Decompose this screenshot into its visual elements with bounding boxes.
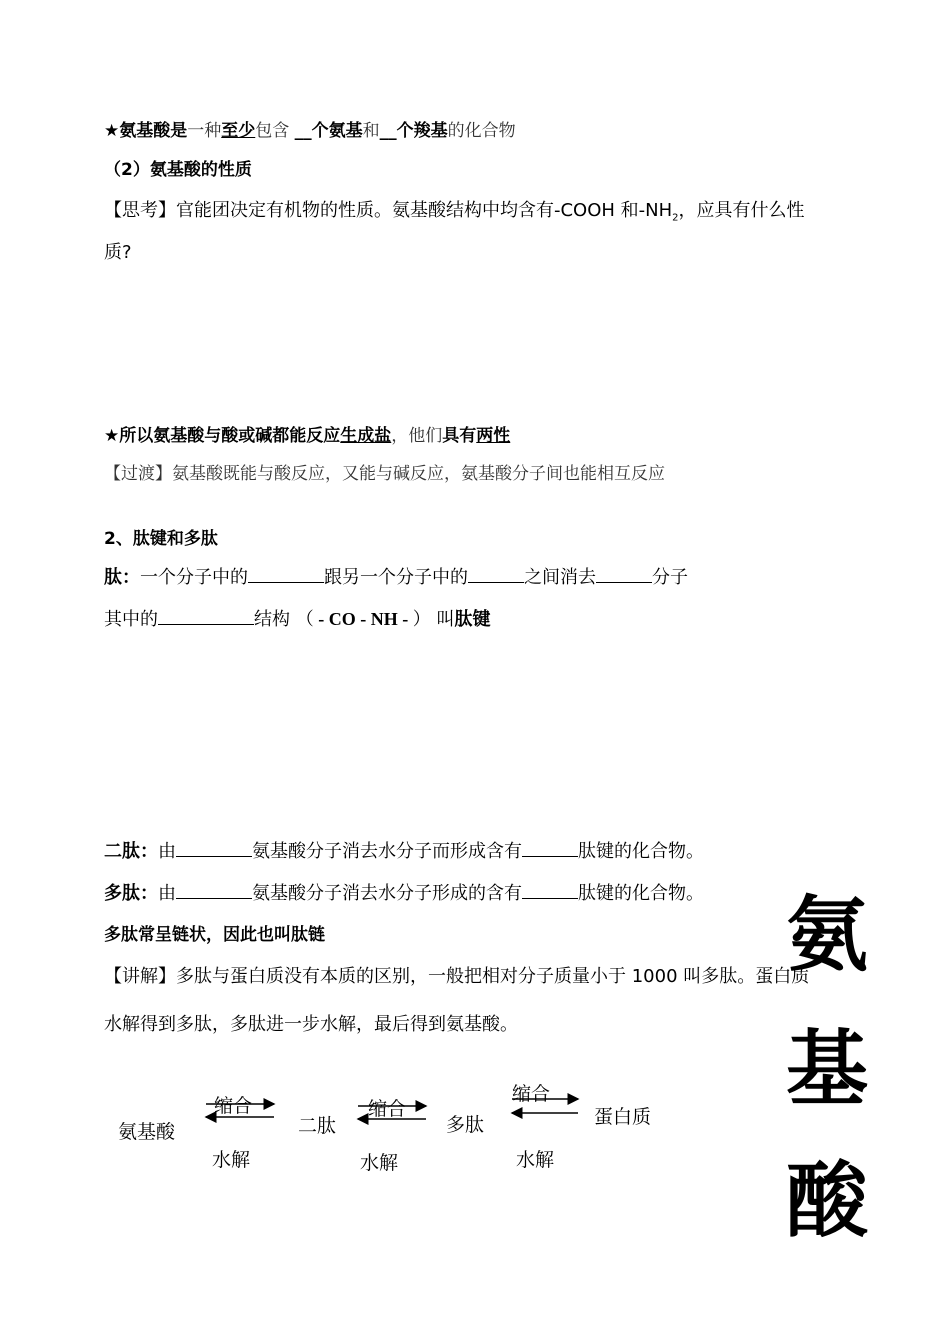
- definition-text: 跟另一个分子中的: [324, 567, 468, 588]
- transition-label: 【过渡】: [104, 464, 172, 484]
- definition-text: 结构 （: [254, 609, 314, 630]
- amphoteric-keyword: 生成盐: [340, 426, 392, 446]
- section-heading-properties: （2）氨基酸的性质: [104, 160, 252, 180]
- definition-text: 由: [158, 883, 176, 904]
- definition-text: 的化合物: [447, 121, 516, 141]
- think-text: ，应具有什么性: [678, 200, 805, 221]
- side-title-char: 基: [786, 1021, 869, 1117]
- definition-text: 一个分子中的: [140, 567, 248, 588]
- amphoteric-text: 所以氨基酸与酸或碱都能反应: [119, 426, 341, 446]
- side-vertical-title: [780, 887, 880, 1249]
- peptide-structure: - CO - NH -: [313, 609, 413, 629]
- arrow-label-hydrolysis: 水解: [360, 1152, 399, 1174]
- explain-paragraph-cont: 水解得到多肽，多肽进一步水解，最后得到氨基酸。: [104, 1014, 518, 1035]
- definition-text: 和: [362, 121, 380, 141]
- flow-node-amino-acid: 氨基酸: [118, 1121, 176, 1143]
- side-title-char: 氨: [786, 887, 869, 983]
- explain-label: 【讲解】: [104, 966, 176, 987]
- term-colon: ：: [122, 567, 140, 588]
- term-colon: ：: [140, 883, 158, 904]
- definition-text: 其中的: [104, 609, 158, 630]
- flow-node-polypeptide: 多肽: [446, 1114, 485, 1136]
- definition-text: 一种: [187, 121, 222, 141]
- definition-text: 之间消去: [524, 567, 596, 588]
- section-heading-peptide: 2、肽键和多肽: [104, 529, 218, 549]
- think-label: 【思考】: [104, 200, 176, 221]
- arrow-label-condensation: 缩合: [512, 1083, 551, 1105]
- definition-keyword: 个氨基: [311, 121, 363, 141]
- definition-text: 分子: [652, 567, 688, 588]
- explain-text: 多肽与蛋白质没有本质的区别，一般把相对分子质量小于 1000 叫多肽。蛋白质: [176, 966, 810, 987]
- fill-blank: __: [294, 121, 312, 141]
- amphoteric-text: 具有: [442, 426, 477, 446]
- definition-text: 氨基酸是: [119, 121, 188, 141]
- star-icon: ★: [104, 426, 120, 446]
- chain-note: 多肽常呈链状，因此也叫肽链: [104, 925, 325, 945]
- reversible-arrow-3: [512, 1099, 578, 1113]
- arrow-label-hydrolysis: 水解: [212, 1149, 251, 1171]
- definition-text: 肽键的化合物。: [578, 883, 704, 904]
- flow-node-dipeptide: 二肽: [298, 1115, 337, 1137]
- amphoteric-text: ，他们: [391, 426, 443, 446]
- definition-keyword: 至少: [221, 121, 256, 141]
- side-title-char: 酸: [786, 1153, 869, 1249]
- amphoteric-keyword: 两性: [476, 426, 511, 446]
- definition-text: 包含: [255, 121, 295, 141]
- think-text: 官能团决定有机物的性质。氨基酸结构中均含有-COOH 和-NH: [176, 200, 673, 221]
- reversible-arrow-1: [206, 1104, 274, 1117]
- definition-text: ） 叫: [412, 609, 455, 630]
- arrow-label-hydrolysis: 水解: [516, 1149, 555, 1171]
- term-label: 肽: [104, 567, 122, 588]
- definition-keyword: 个羧基: [396, 121, 448, 141]
- definition-keyword: 肽键: [454, 609, 491, 630]
- arrow-label-condensation: 缩合: [214, 1095, 253, 1117]
- flow-node-protein: 蛋白质: [594, 1106, 652, 1128]
- subscript: 2: [672, 212, 679, 224]
- definition-text: 氨基酸分子消去水分子形成的含有: [252, 883, 522, 904]
- definition-text: 由: [158, 841, 176, 862]
- term-label: 多肽: [104, 883, 140, 904]
- arrow-label-condensation: 缩合: [368, 1098, 407, 1120]
- fill-blank: __: [379, 121, 397, 141]
- transition-text: 氨基酸既能与酸反应，又能与碱反应，氨基酸分子间也能相互反应: [172, 464, 665, 484]
- reversible-arrow-2: [358, 1106, 426, 1119]
- term-colon: ：: [140, 841, 158, 862]
- term-label: 二肽: [104, 841, 140, 862]
- definition-text: 氨基酸分子消去水分子而形成含有: [252, 841, 522, 862]
- think-paragraph-cont: 质?: [104, 242, 132, 263]
- star-icon: ★: [104, 121, 120, 141]
- definition-text: 肽键的化合物。: [578, 841, 704, 862]
